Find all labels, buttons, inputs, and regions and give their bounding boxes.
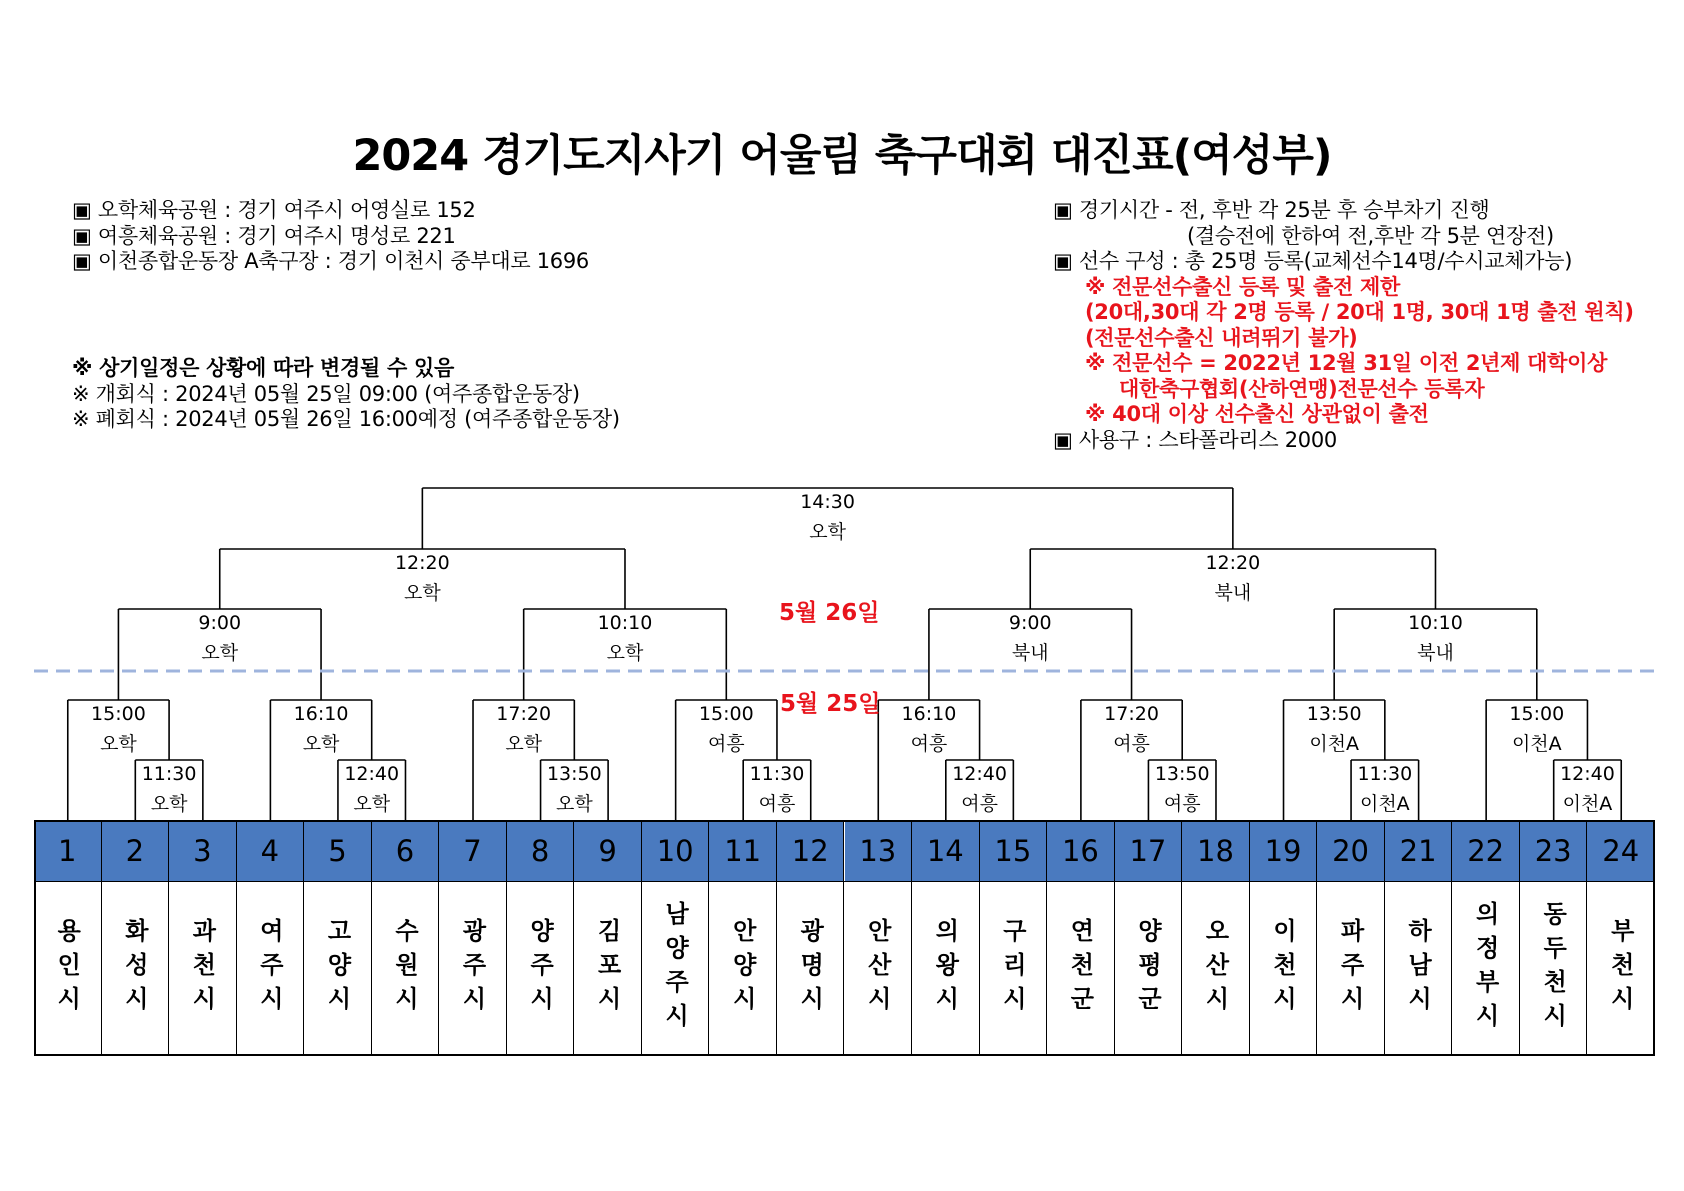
quarter-match-venue: 북내 <box>1011 642 1049 664</box>
team-name: 의왕시 <box>912 882 980 1056</box>
final-match-venue: 오학 <box>809 521 846 543</box>
team-number: 2 <box>102 820 170 882</box>
team-name: 안양시 <box>709 882 777 1056</box>
team-name: 광주시 <box>439 882 507 1056</box>
match-ball: ▣ 사용구 : 스타폴라리스 2000 <box>1053 427 1337 452</box>
team-name: 김포시 <box>574 882 642 1056</box>
round1-match-time: 12:40 <box>952 763 1007 785</box>
team-name: 수원시 <box>372 882 440 1056</box>
round1-match-venue: 이천A <box>1562 793 1613 815</box>
team-number: 23 <box>1520 820 1588 882</box>
team-name: 파주시 <box>1317 882 1385 1056</box>
venue-line: ▣ 오학체육공원 : 경기 여주시 어영실로 152 <box>72 198 476 222</box>
age-note: ※ 40대 이상 선수출신 상관없이 출전 <box>1085 402 1429 426</box>
round2-match-time: 15:00 <box>698 703 754 725</box>
quarter-match-time: 10:10 <box>597 612 653 634</box>
team-number: 1 <box>34 820 102 882</box>
semi-match-time: 12:20 <box>394 552 450 574</box>
round1-match-time: 11:30 <box>749 763 805 785</box>
semi-match-venue: 오학 <box>404 582 441 604</box>
round2-match-time: 16:10 <box>901 703 957 725</box>
round2-match-time: 17:20 <box>496 703 552 725</box>
round1-match-time: 12:40 <box>344 763 400 785</box>
team-name: 양주시 <box>507 882 575 1056</box>
team-name: 오산시 <box>1182 882 1250 1056</box>
game-time-note: (결승전에 한하여 전,후반 각 5분 연장전) <box>1187 223 1554 248</box>
team-number: 8 <box>507 820 575 882</box>
round2-match-venue: 오학 <box>302 733 340 755</box>
team-name: 남양주시 <box>642 882 710 1056</box>
semi-match-venue: 북내 <box>1214 582 1252 604</box>
round1-match-venue: 이천A <box>1359 793 1410 815</box>
team-number: 15 <box>980 820 1048 882</box>
quarter-match-time: 9:00 <box>1008 612 1052 634</box>
table-divider <box>34 881 1655 882</box>
quarter-match-time: 10:10 <box>1408 612 1463 634</box>
round1-match-venue: 여흥 <box>1163 793 1201 815</box>
team-number: 17 <box>1115 820 1183 882</box>
page-title: 2024 경기도지사기 어울림 축구대회 대진표(여성부) <box>352 131 1332 181</box>
date-label-day2: 5월 26일 <box>779 600 880 626</box>
team-number: 5 <box>304 820 372 882</box>
round2-match-time: 15:00 <box>91 703 146 725</box>
team-name: 광명시 <box>777 882 845 1056</box>
round2-match-venue: 오학 <box>100 733 137 755</box>
round1-match-venue: 여흥 <box>961 793 998 815</box>
quarter-match-venue: 오학 <box>201 642 239 664</box>
team-name: 부천시 <box>1587 882 1655 1056</box>
round2-match-venue: 여흥 <box>910 733 948 755</box>
team-name: 과천시 <box>169 882 237 1056</box>
game-time: ▣ 경기시간 - 전, 후반 각 25분 후 승부차기 진행 <box>1053 198 1490 222</box>
pro-definition: 대한축구협회(산하연맹)전문선수 등록자 <box>1119 376 1485 401</box>
team-name: 화성시 <box>102 882 170 1056</box>
pro-definition: ※ 전문선수 = 2022년 12월 31일 이전 2년제 대학이상 <box>1085 351 1608 375</box>
round2-match-venue: 여흥 <box>707 733 745 755</box>
opening-ceremony: ※ 개회식 : 2024년 05월 25일 09:00 (여주종합운동장) <box>72 381 580 406</box>
round1-match-time: 11:30 <box>141 763 197 785</box>
round1-match-time: 11:30 <box>1357 763 1413 785</box>
quarter-match-venue: 오학 <box>606 642 644 664</box>
round2-match-venue: 여흥 <box>1113 733 1150 755</box>
closing-ceremony: ※ 폐회식 : 2024년 05월 26일 16:00예정 (여주종합운동장) <box>72 407 620 431</box>
team-number: 3 <box>169 820 237 882</box>
quarter-match-venue: 북내 <box>1417 642 1454 664</box>
change-notice: ※ 상기일정은 상황에 따라 변경될 수 있음 <box>72 356 454 380</box>
team-name: 하남시 <box>1385 882 1453 1056</box>
round1-match-time: 12:40 <box>1560 763 1615 785</box>
round1-match-venue: 오학 <box>555 793 593 815</box>
team-name: 양평군 <box>1115 882 1183 1056</box>
team-name: 고양시 <box>304 882 372 1056</box>
team-name: 이천시 <box>1250 882 1318 1056</box>
team-name: 동두천시 <box>1520 882 1588 1056</box>
venue-line: ▣ 이천종합운동장 A축구장 : 경기 이천시 중부대로 1696 <box>72 249 589 273</box>
restriction-note: ※ 전문선수출신 등록 및 출전 제한 <box>1085 274 1400 299</box>
round2-match-time: 15:00 <box>1509 703 1565 725</box>
round2-match-venue: 이천A <box>1511 733 1562 755</box>
team-name: 용인시 <box>34 882 102 1056</box>
round1-match-time: 13:50 <box>1154 763 1210 785</box>
team-number: 6 <box>372 820 440 882</box>
team-name: 여주시 <box>237 882 305 1056</box>
round1-match-time: 13:50 <box>546 763 602 785</box>
team-number: 13 <box>845 820 913 882</box>
round2-match-time: 13:50 <box>1306 703 1362 725</box>
final-match-time: 14:30 <box>800 491 855 513</box>
semi-match-time: 12:20 <box>1205 552 1261 574</box>
team-number: 7 <box>439 820 507 882</box>
team-number: 10 <box>642 820 710 882</box>
team-name: 구리시 <box>980 882 1048 1056</box>
venue-line: ▣ 여흥체육공원 : 경기 여주시 명성로 221 <box>72 223 456 248</box>
round1-match-venue: 여흥 <box>758 793 796 815</box>
round1-match-venue: 오학 <box>353 793 391 815</box>
team-name: 연천군 <box>1047 882 1115 1056</box>
team-number: 14 <box>912 820 980 882</box>
restriction-note: (전문선수출신 내려뛰기 불가) <box>1085 325 1358 350</box>
round2-match-time: 16:10 <box>293 703 349 725</box>
team-number: 21 <box>1385 820 1453 882</box>
team-number: 24 <box>1587 820 1655 882</box>
team-number: 20 <box>1317 820 1385 882</box>
team-number: 16 <box>1047 820 1115 882</box>
team-number: 12 <box>777 820 845 882</box>
team-name: 안산시 <box>845 882 913 1056</box>
round2-match-venue: 이천A <box>1309 733 1360 755</box>
quarter-match-time: 9:00 <box>198 612 242 634</box>
round2-match-time: 17:20 <box>1104 703 1159 725</box>
team-number: 4 <box>237 820 305 882</box>
round2-match-venue: 오학 <box>505 733 543 755</box>
date-label-day1: 5월 25일 <box>780 691 881 717</box>
team-number: 18 <box>1182 820 1250 882</box>
team-name: 의정부시 <box>1452 882 1520 1056</box>
team-number: 22 <box>1452 820 1520 882</box>
team-number: 19 <box>1250 820 1318 882</box>
team-number: 11 <box>709 820 777 882</box>
round1-match-venue: 오학 <box>150 793 188 815</box>
player-composition: ▣ 선수 구성 : 총 25명 등록(교체선수14명/수시교체가능) <box>1053 249 1573 273</box>
team-number: 9 <box>574 820 642 882</box>
restriction-note: (20대,30대 각 2명 등록 / 20대 1명, 30대 1명 출전 원칙) <box>1085 300 1634 324</box>
